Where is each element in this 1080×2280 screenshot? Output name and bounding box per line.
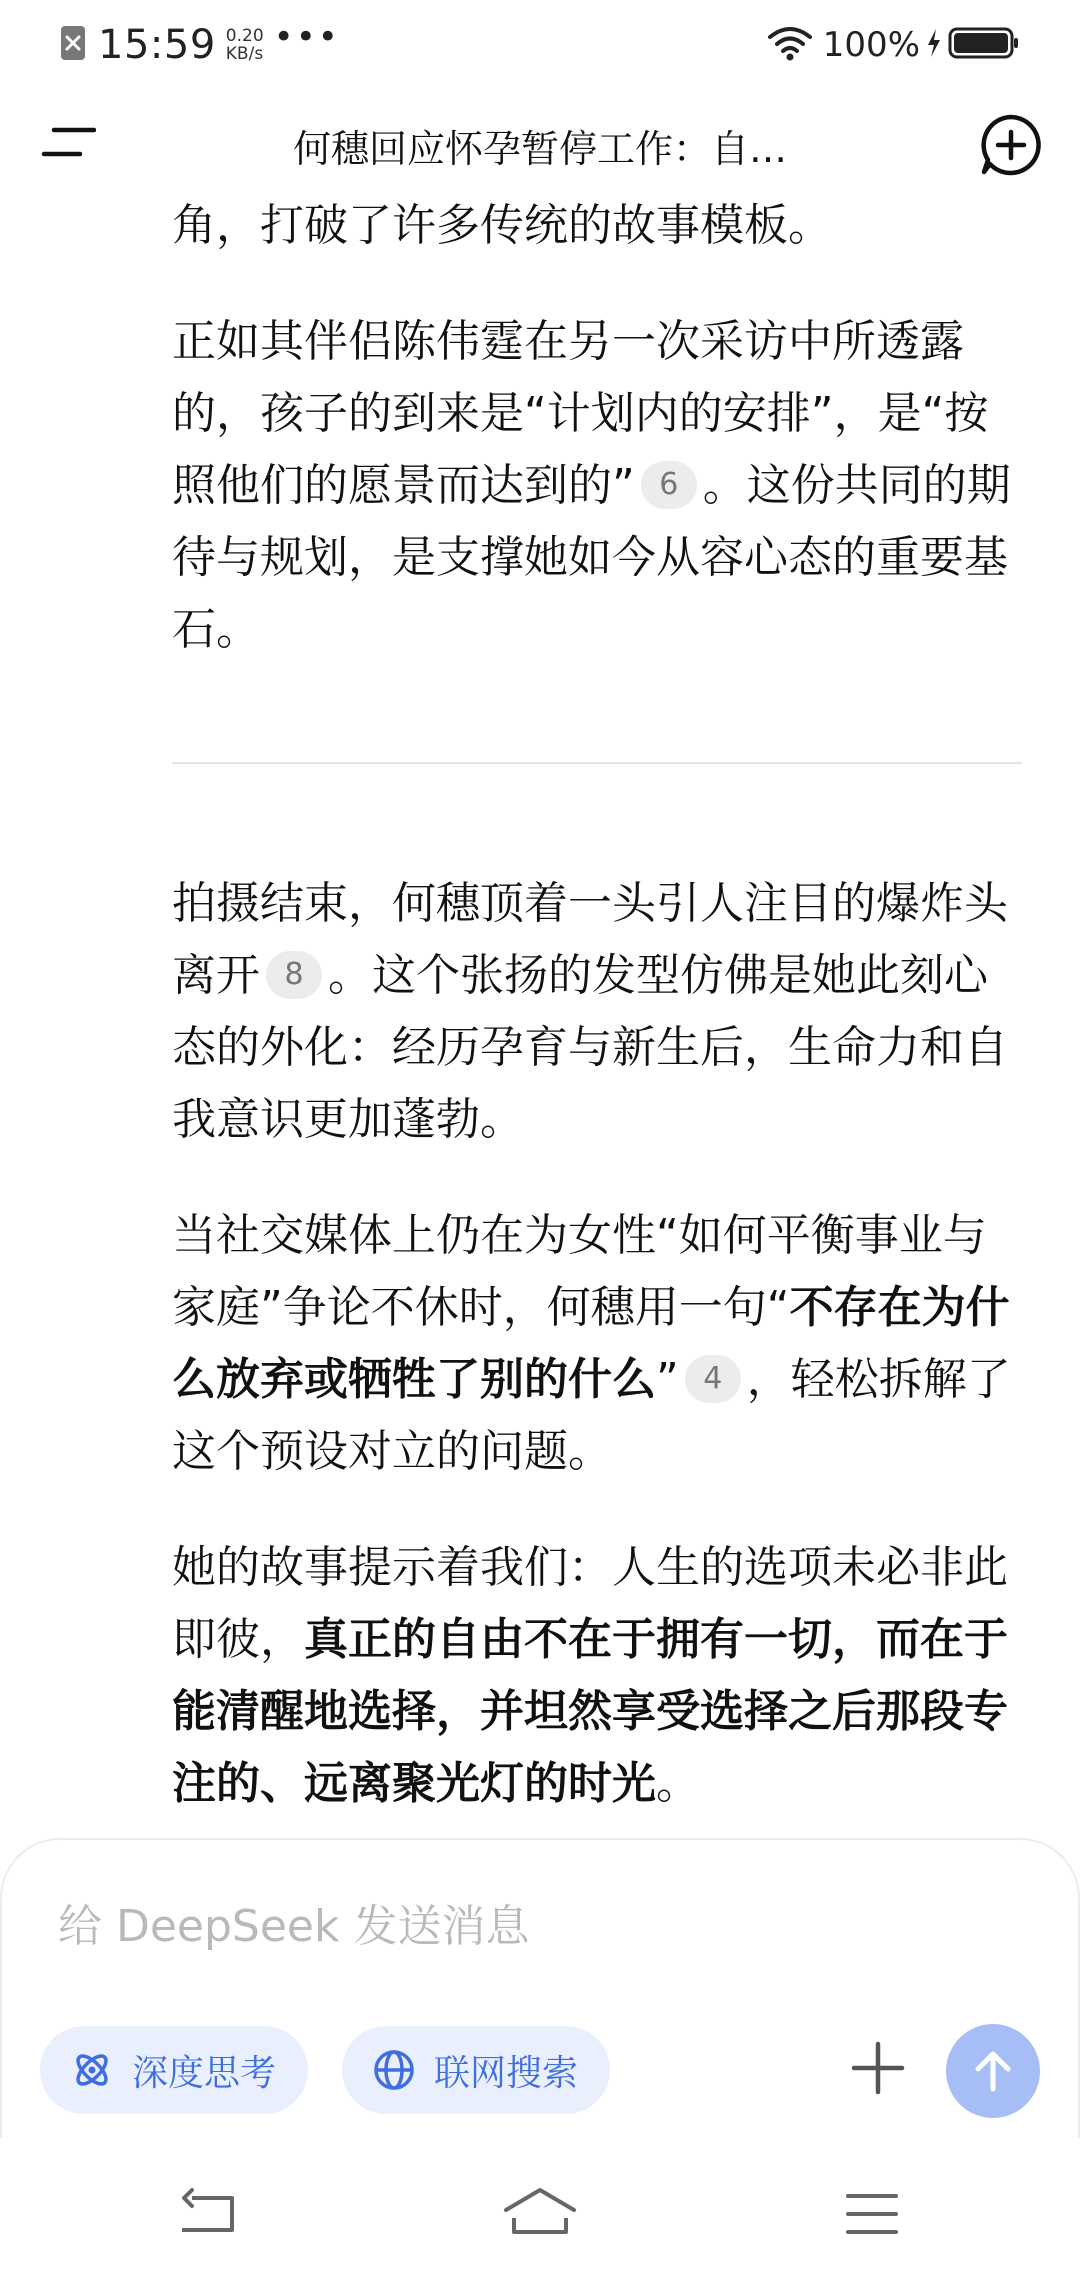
paragraph-4-text-end: ，轻松拆解了这个预设对立的问题。 bbox=[172, 1354, 1011, 1477]
message-input[interactable]: 给 DeepSeek 发送消息 bbox=[58, 1901, 530, 1952]
status-bar bbox=[0, 0, 1080, 90]
paragraph-5-text: 她的故事提示着我们：人生的选项未必非此即彼， bbox=[172, 1542, 1008, 1665]
paragraph-4-quote: ” bbox=[656, 1354, 679, 1405]
menu-button[interactable] bbox=[40, 120, 100, 170]
paragraph-2-text: 正如其伴侣陈伟霆在另一次采访中所透露的，孩子的到来是“计划内的安排”，是“按照他们的愿景而达到的” bbox=[172, 316, 989, 511]
system-nav-bar bbox=[0, 2138, 1080, 2280]
citation-badge[interactable]: 8 bbox=[266, 951, 322, 999]
paragraph-5-bold: 真正的自由不在于拥有一切，而在于能清醒地选择，并坦然享受选择之后那段专注的、远离聚光灯的时光 bbox=[172, 1614, 1008, 1809]
network-speed bbox=[226, 27, 264, 63]
plus-icon bbox=[848, 2038, 908, 2098]
deep-think-label: 深度思考 bbox=[132, 2052, 277, 2094]
atom-icon bbox=[70, 2048, 114, 2092]
recents-icon bbox=[832, 2184, 912, 2244]
battery-percent: 100% bbox=[822, 25, 920, 65]
back-icon bbox=[170, 2184, 250, 2244]
section-divider bbox=[172, 762, 1022, 764]
web-search-label: 联网搜索 bbox=[434, 2052, 579, 2094]
network-speed-value: 0.20 bbox=[225, 26, 264, 46]
new-chat-icon bbox=[978, 112, 1044, 178]
paragraph-3-text: 拍摄结束，何穗顶着一头引人注目的爆炸头离开 bbox=[172, 878, 1008, 1001]
paragraph-1 bbox=[172, 190, 1022, 262]
paragraph-5 bbox=[172, 1532, 1022, 1820]
nav-back-button[interactable] bbox=[170, 2184, 250, 2244]
assistant-message bbox=[172, 190, 1022, 1864]
wifi-icon bbox=[767, 25, 813, 65]
send-button[interactable] bbox=[946, 2024, 1040, 2118]
status-left bbox=[60, 17, 340, 68]
app-header bbox=[0, 90, 1080, 200]
paragraph-4 bbox=[172, 1200, 1022, 1488]
paragraph-3 bbox=[172, 868, 1022, 1156]
charging-icon bbox=[926, 28, 942, 62]
home-icon bbox=[500, 2184, 580, 2244]
status-right bbox=[767, 25, 1020, 65]
more-notifications-icon: ••• bbox=[273, 17, 340, 57]
arrow-up-icon bbox=[969, 2047, 1017, 2095]
paragraph-5-text-end: 。 bbox=[656, 1758, 700, 1809]
citation-badge[interactable]: 6 bbox=[641, 461, 697, 509]
attach-button[interactable] bbox=[848, 2038, 908, 2098]
paragraph-3-text-end: 。这个张扬的发型仿佛是她此刻心态的外化：经历孕育与新生后，生命力和自我意识更加蓬勃。 bbox=[172, 950, 1008, 1145]
paragraph-1-text: 角，打破了许多传统的故事模板。 bbox=[172, 200, 832, 251]
message-composer bbox=[0, 1838, 1080, 2138]
menu-icon bbox=[40, 120, 96, 164]
notification-blocked-icon bbox=[60, 25, 86, 65]
paragraph-2 bbox=[172, 306, 1022, 666]
citation-badge[interactable]: 4 bbox=[685, 1355, 741, 1403]
new-chat-button[interactable] bbox=[978, 112, 1044, 178]
paragraph-4-bold: 不存在为什么放弃或牺牲了别的什么 bbox=[172, 1282, 1010, 1405]
paragraph-4-text: 当社交媒体上仍在为女性“如何平衡事业与家庭”争论不休时，何穗用一句“ bbox=[172, 1210, 987, 1333]
paragraph-2-text-end: 。这份共同的期待与规划，是支撑她如今从容心态的重要基石。 bbox=[172, 460, 1011, 655]
nav-recents-button[interactable] bbox=[832, 2184, 912, 2244]
deep-think-toggle[interactable] bbox=[40, 2026, 308, 2114]
network-speed-unit: KB/s bbox=[225, 44, 264, 64]
web-search-toggle[interactable] bbox=[342, 2026, 610, 2114]
battery-icon bbox=[948, 26, 1020, 64]
status-time: 15:59 bbox=[98, 22, 216, 68]
conversation-title: 何穗回应怀孕暂停工作：自… bbox=[292, 127, 787, 171]
globe-icon bbox=[372, 2048, 416, 2092]
nav-home-button[interactable] bbox=[500, 2184, 580, 2244]
